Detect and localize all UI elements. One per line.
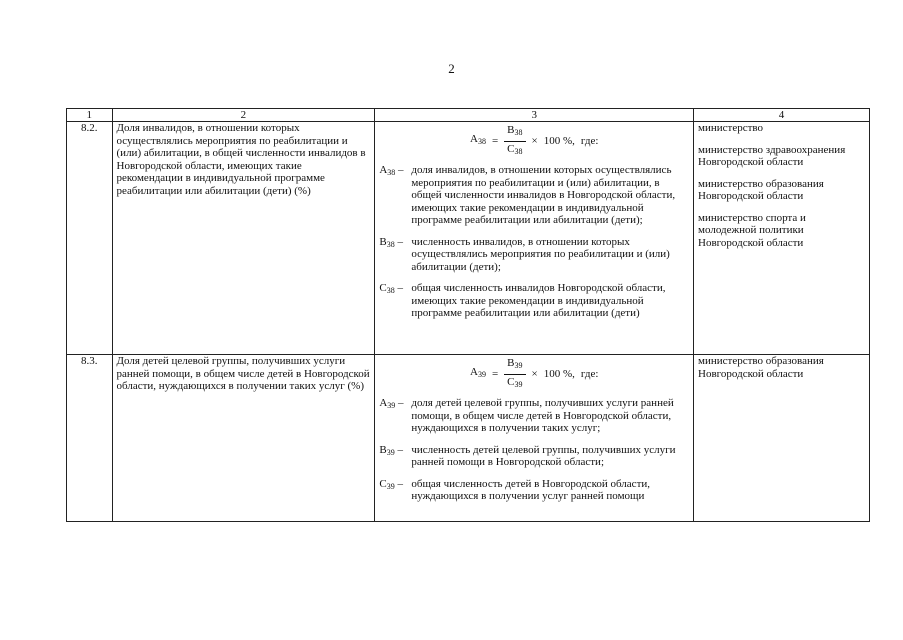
calculation-cell <box>375 122 694 355</box>
definition-symbol: $A_{38}$ – <box>379 164 404 177</box>
header-col-2: 2 <box>112 109 375 122</box>
header-col-4: 4 <box>694 109 870 122</box>
table-row <box>67 355 870 522</box>
header-col-3: 3 <box>375 109 694 122</box>
definition-symbol: $B_{38}$ – <box>379 235 403 249</box>
definitions <box>379 164 689 320</box>
definition-item <box>379 282 689 320</box>
definition-symbol: $B_{39}$ – <box>379 443 403 457</box>
org-item: министерство <box>698 122 764 134</box>
formula-lhs: $A_{39}$ <box>469 366 486 380</box>
formula-percent: 100 %, <box>543 367 575 380</box>
formula-fraction <box>504 357 525 391</box>
row-number: 8.2. <box>67 122 113 355</box>
definition-item <box>379 478 689 503</box>
formula-lhs: $A_{38}$ <box>469 133 486 147</box>
fraction-numerator: $B_{39}$ <box>504 357 525 375</box>
definition-item <box>379 236 689 274</box>
formula-where: где: <box>580 367 599 380</box>
indicator-description: Доля детей целевой группы, получивших услуги ранней помощи, в общем числе детей в Новгородской области, нуждающихся в получении таких услуг (%) <box>112 355 375 522</box>
fraction-numerator: $B_{38}$ <box>504 124 525 142</box>
definition-item <box>379 164 689 227</box>
org-item: министерство образования Новгородской области <box>698 177 824 202</box>
formula <box>379 357 689 391</box>
definition-symbol: $C_{38}$ – <box>379 282 403 295</box>
indicators-table <box>66 108 870 522</box>
definition-text: численность детей целевой группы, получивших услуги ранней помощи в Новгородской области; <box>411 443 676 468</box>
formula-equals: = <box>491 134 499 147</box>
formula-where: где: <box>580 134 599 147</box>
row-number: 8.3. <box>67 355 113 522</box>
formula-equals: = <box>491 367 499 380</box>
formula <box>379 124 689 158</box>
definition-text: доля детей целевой группы, получивших услуги ранней помощи, в общем числе детей в Новгородской области, нуждающихся в получении таких услуг; <box>411 397 674 434</box>
org-item: министерство спорта и молодежной политики Новгородской области <box>698 211 806 249</box>
responsible-orgs <box>694 122 870 355</box>
definition-item <box>379 397 689 435</box>
formula-percent: 100 %, <box>543 134 575 147</box>
definition-symbol: $C_{39}$ – <box>379 477 403 491</box>
table-row <box>67 122 870 355</box>
header-col-1: 1 <box>67 109 113 122</box>
definition-text: общая численность детей в Новгородской области, нуждающихся в получении услуг ранней помощи <box>411 477 651 502</box>
indicator-description: Доля инвалидов, в отношении которых осуществлялись мероприятия по реабилитации и (или) абилитации, в общей численности инвалидов в Новгородской области, имеющих такие рекомендации в индивидуальной программе реабилитации или абилитации (дети) (%) <box>112 122 375 355</box>
fraction-denominator: $C_{39}$ <box>507 375 523 389</box>
definitions <box>379 397 689 503</box>
page-number: 2 <box>448 61 455 76</box>
responsible-orgs <box>694 355 870 522</box>
definition-text: численность инвалидов, в отношении которых осуществлялись мероприятия по реабилитации и (или) абилитации (дети); <box>411 235 670 273</box>
formula-times: × <box>531 367 538 380</box>
fraction-denominator: $C_{38}$ <box>507 142 523 156</box>
header-row <box>67 109 870 122</box>
definition-text: доля инвалидов, в отношении которых осуществлялись мероприятия по реабилитации и (или) абилитации, в общей численности инвалидов в Новгородской области, имеющих такие рекомендации в индивидуальной программе реабилитации или абилитации (дети); <box>411 164 676 226</box>
definition-text: общая численность инвалидов Новгородской области, имеющих такие рекомендации в индивидуальной программе реабилитации или абилитации (дети) <box>411 282 666 319</box>
org-item: министерство здравоохранения Новгородской области <box>698 143 846 168</box>
formula-times: × <box>531 134 538 147</box>
definition-symbol: $A_{39}$ – <box>379 397 404 410</box>
org-item: министерство образования Новгородской области <box>698 355 824 380</box>
calculation-cell <box>375 355 694 522</box>
formula-fraction <box>504 124 525 158</box>
definition-item <box>379 444 689 469</box>
